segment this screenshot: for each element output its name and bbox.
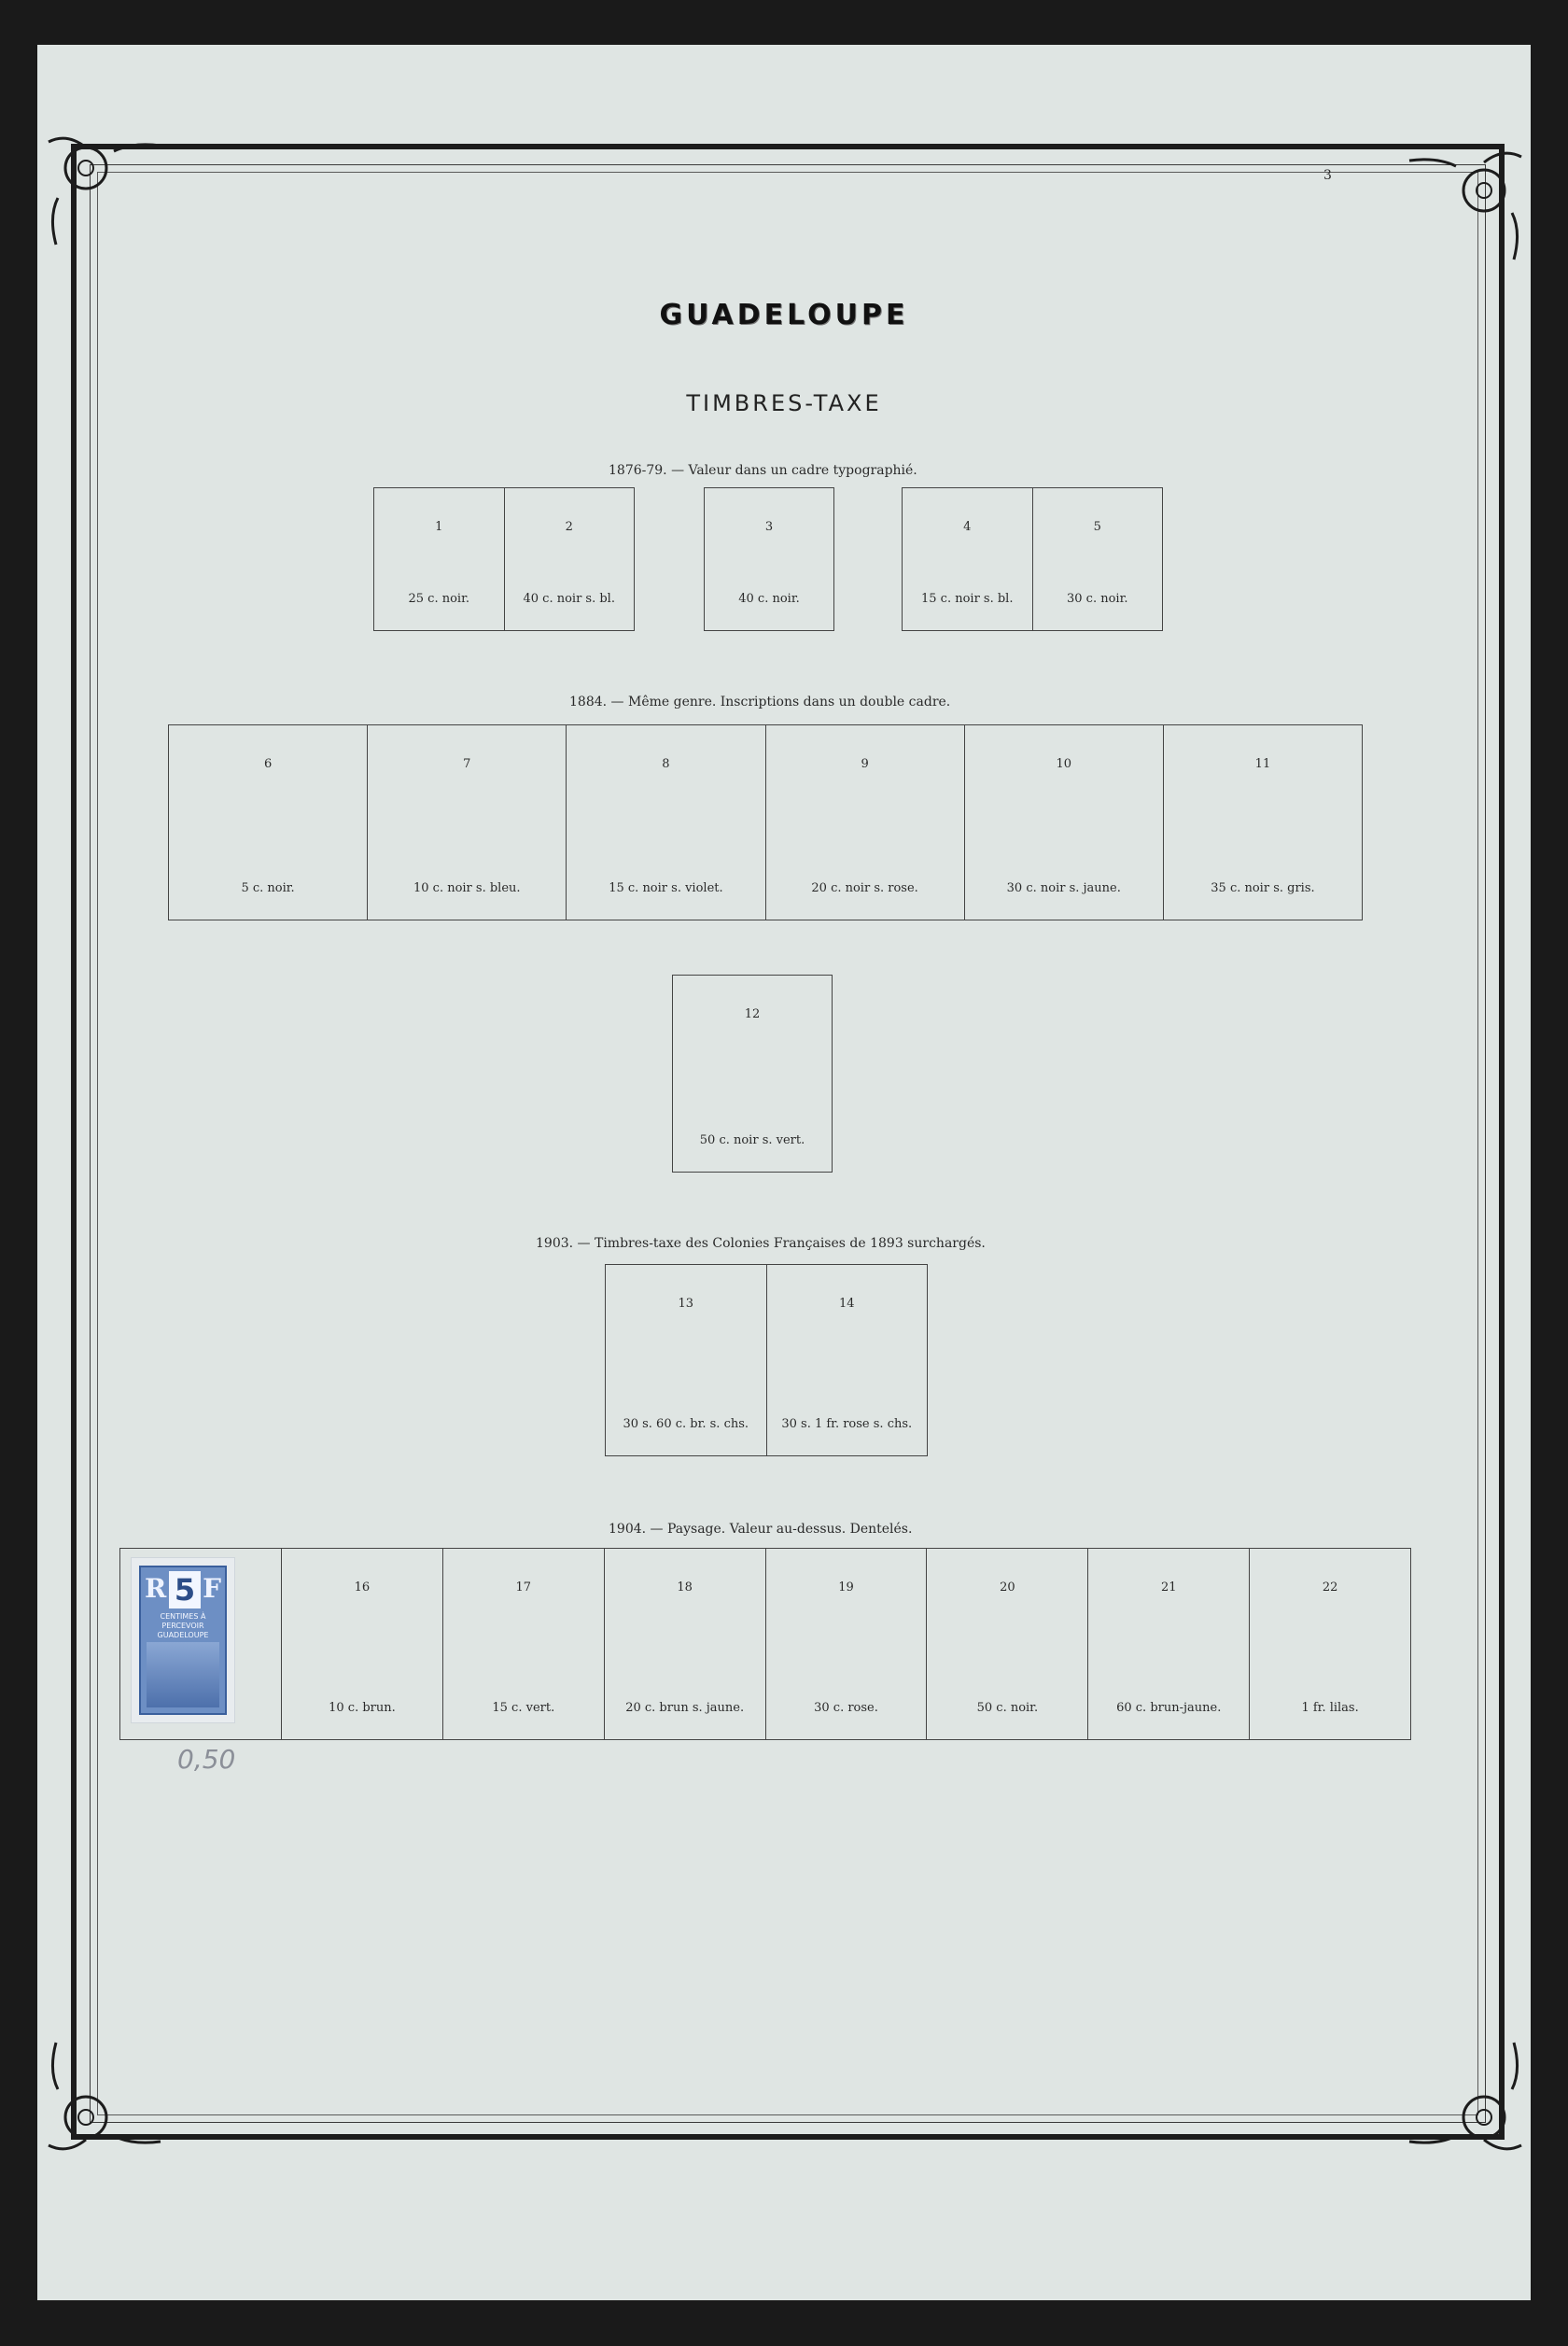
section-caption: 1876-79. — Valeur dans un cadre typographié. (609, 463, 917, 478)
stamp-space (926, 1549, 1087, 1739)
stamp-space-group (605, 1264, 928, 1456)
stamp-space (1087, 1549, 1249, 1739)
stamp-space (1032, 488, 1163, 630)
stamp-space-group (168, 724, 1363, 920)
stamp-space (566, 725, 764, 920)
stamp-description: 40 c. noir. (738, 592, 800, 606)
stamp-description: 50 c. noir. (976, 1701, 1039, 1715)
stamp-description: 5 c. noir. (241, 881, 295, 895)
catalog-number: 13 (678, 1297, 694, 1311)
corner-ornament-top-right (1391, 138, 1531, 278)
stamp-space-group (704, 487, 834, 631)
stamp-space (374, 488, 504, 630)
stamp-description: 30 c. rose. (814, 1701, 878, 1715)
stamp-space (765, 1549, 927, 1739)
stamp-value: 5 (169, 1571, 201, 1608)
stamp-design (139, 1566, 227, 1715)
catalog-number: 12 (744, 1007, 761, 1021)
section-caption: 1884. — Même genre. Inscriptions dans un double cadre. (569, 695, 951, 709)
stamp-space (604, 1549, 765, 1739)
stamp-description: 30 s. 60 c. br. s. chs. (623, 1417, 749, 1431)
catalog-number: 17 (515, 1580, 532, 1594)
stamp-space (705, 488, 833, 630)
stamp-description: 10 c. noir s. bleu. (413, 881, 521, 895)
stamp-description: 20 c. brun s. jaune. (625, 1701, 745, 1715)
corner-ornament-top-left (39, 123, 179, 263)
stamp-description: 15 c. noir s. violet. (609, 881, 723, 895)
section-caption: 1903. — Timbres-taxe des Colonies Françaises de 1893 surchargés. (536, 1236, 986, 1251)
stamp-space (169, 725, 367, 920)
stamp-space-group (902, 487, 1163, 631)
catalog-number: 20 (1000, 1580, 1015, 1594)
stamp-space (1163, 725, 1362, 920)
stamp-description: 1 fr. lilas. (1301, 1701, 1359, 1715)
page-subtitle: TIMBRES-TAXE (686, 390, 882, 416)
stamp-landscape-image (147, 1642, 219, 1707)
stamp-space-group (119, 1548, 1411, 1740)
catalog-number: 7 (463, 757, 471, 771)
corner-ornament-bottom-left (39, 2024, 179, 2164)
stamp-space (964, 725, 1163, 920)
stamp-description: 25 c. noir. (408, 592, 469, 606)
stamp-space (442, 1549, 604, 1739)
corner-ornament-bottom-right (1391, 2024, 1531, 2164)
stamp-description: 30 c. noir s. jaune. (1006, 881, 1121, 895)
stamp-space (765, 725, 964, 920)
stamp-space (367, 725, 566, 920)
postage-stamp[interactable] (132, 1558, 234, 1722)
catalog-number: 4 (963, 520, 972, 534)
catalog-number: 11 (1254, 757, 1271, 771)
stamp-space-group (373, 487, 635, 631)
catalog-number: 3 (764, 520, 774, 534)
stamp-description: 60 c. brun-jaune. (1116, 1701, 1222, 1715)
stamp-space (673, 976, 832, 1172)
page-title: GUADELOUPE (659, 299, 909, 331)
stamp-description: 30 s. 1 fr. rose s. chs. (781, 1417, 913, 1431)
stamp-letter-right: F (203, 1573, 221, 1604)
catalog-number: 6 (263, 757, 273, 771)
stamp-description: 15 c. noir s. bl. (921, 592, 1014, 606)
stamp-space-group (672, 975, 833, 1173)
catalog-number: 10 (1056, 757, 1072, 771)
stamp-inscription: CENTIMES À PERCEVOIR GUADELOUPE (157, 1612, 209, 1639)
catalog-number: 1 (435, 520, 443, 534)
section-caption: 1904. — Paysage. Valeur au-dessus. Dentelés. (609, 1522, 913, 1537)
catalog-number: 8 (662, 757, 670, 771)
stamp-space (1249, 1549, 1410, 1739)
stamp-description: 40 c. noir s. bl. (523, 592, 615, 606)
catalog-number: 16 (354, 1580, 371, 1594)
stamp-description: 20 c. noir s. rose. (811, 881, 918, 895)
stamp-description: 50 c. noir s. vert. (699, 1133, 805, 1147)
catalog-number: 14 (838, 1297, 855, 1311)
pencil-price-note: 0,50 (177, 1744, 236, 1775)
stamp-space (504, 488, 635, 630)
catalog-number: 21 (1160, 1580, 1177, 1594)
stamp-description: 30 c. noir. (1067, 592, 1128, 606)
stamp-space (903, 488, 1032, 630)
catalog-number: 19 (838, 1580, 854, 1594)
catalog-number: 5 (1093, 520, 1101, 534)
album-page (37, 45, 1531, 2300)
catalog-number: 18 (677, 1580, 693, 1594)
stamp-space (281, 1549, 442, 1739)
catalog-number: 22 (1322, 1580, 1338, 1594)
catalog-number: 2 (565, 520, 573, 534)
stamp-description: 10 c. brun. (329, 1701, 396, 1715)
stamp-space-with-stamp (120, 1549, 281, 1739)
stamp-letter-left: R (145, 1573, 167, 1604)
stamp-space (766, 1265, 928, 1455)
catalog-number: 9 (861, 757, 869, 771)
stamp-space (606, 1265, 766, 1455)
page-number: 3 (1323, 168, 1332, 183)
stamp-description: 15 c. vert. (492, 1701, 555, 1715)
stamp-description: 35 c. noir s. gris. (1211, 881, 1315, 895)
